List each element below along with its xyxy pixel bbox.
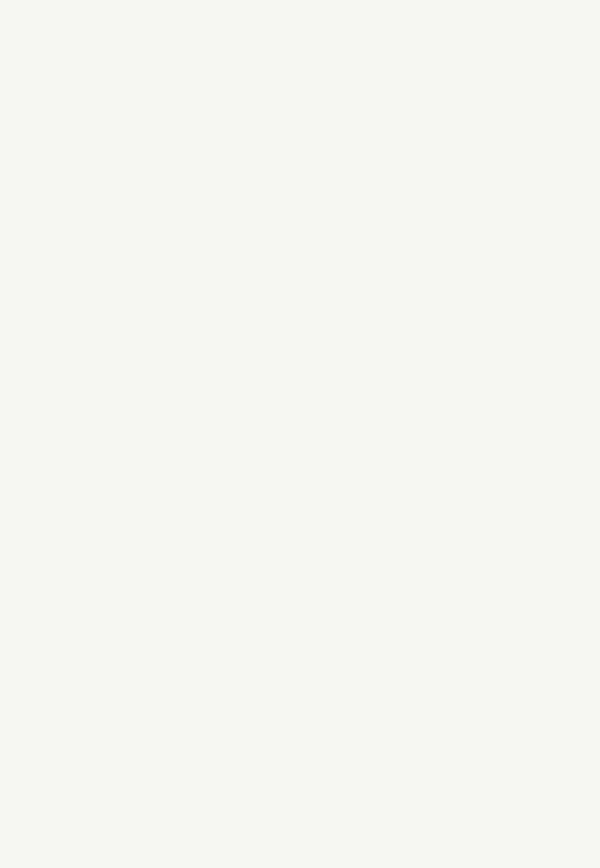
section-heading-note [377,140,393,230]
chapter-title [470,70,516,450]
author-name [415,480,437,680]
section-heading [366,34,392,134]
